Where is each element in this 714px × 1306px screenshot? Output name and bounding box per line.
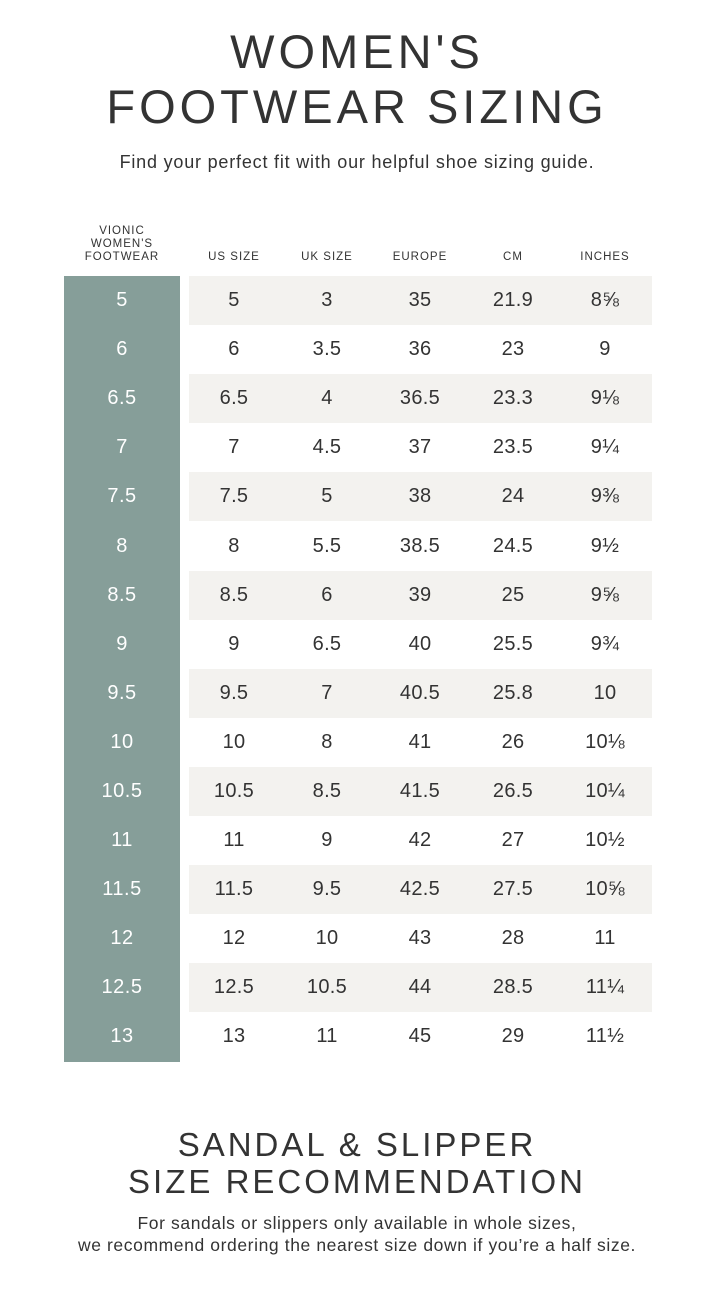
cm-cell: 21.9	[492, 289, 534, 312]
table-row	[189, 325, 652, 374]
us-size-cell: 6	[228, 338, 240, 361]
vionic-size-column	[64, 276, 180, 1062]
uk-size-cell: 10	[315, 927, 339, 950]
table-row	[189, 276, 652, 325]
vionic-size-cell: 11	[111, 829, 133, 852]
page-title-line-2: FOOTWEAR SIZING	[106, 80, 608, 133]
vionic-column-header	[62, 225, 182, 264]
page-title-line-1: WOMEN'S	[230, 25, 484, 78]
us-size-cell: 12.5	[213, 976, 255, 999]
inches-cell: 10½	[585, 829, 625, 852]
cm-cell: 26	[501, 730, 525, 753]
europe-cell: 41	[408, 730, 432, 753]
table-row	[189, 816, 652, 865]
uk-size-cell: 7	[321, 681, 333, 704]
us-size-cell: 11.5	[214, 878, 254, 901]
cm-cell: 23	[501, 338, 525, 361]
table-row	[189, 767, 652, 816]
table-row	[189, 669, 652, 718]
us-size-cell: 5	[228, 289, 240, 312]
uk-size-cell: 6	[321, 583, 333, 606]
europe-cell: 41.5	[399, 779, 441, 802]
europe-cell: 40	[408, 632, 432, 655]
europe-cell: 35	[408, 289, 432, 312]
table-row	[189, 1012, 652, 1061]
cm-cell: 27.5	[492, 878, 534, 901]
us-size-cell: 8.5	[219, 583, 249, 606]
europe-header: EUROPE	[392, 251, 448, 263]
uk-size-cell: 4	[321, 387, 333, 410]
table-row	[189, 423, 652, 472]
us-size-cell: 10	[222, 730, 246, 753]
inches-cell: 8⅝	[590, 289, 620, 312]
vionic-size-cell: 12.5	[101, 976, 143, 999]
table-row	[189, 374, 652, 423]
table-row	[189, 865, 652, 914]
uk-size-cell: 3.5	[312, 338, 342, 361]
cm-cell: 28	[501, 927, 525, 950]
uk-size-cell: 5.5	[312, 534, 342, 557]
vionic-size-cell: 12	[110, 927, 134, 950]
europe-cell: 38	[408, 485, 432, 508]
cm-cell: 26.5	[492, 779, 534, 802]
europe-cell: 38.5	[399, 534, 441, 557]
cm-cell: 24.5	[492, 534, 534, 557]
europe-cell: 43	[408, 927, 432, 950]
inches-cell: 9	[599, 338, 611, 361]
europe-cell: 45	[408, 1025, 432, 1048]
inches-cell: 10	[593, 681, 617, 704]
vionic-size-cell: 9.5	[107, 681, 137, 704]
table-row	[189, 718, 652, 767]
vionic-header-line: FOOTWEAR	[84, 251, 160, 263]
sandal-title-line-2: SIZE RECOMMENDATION	[128, 1163, 586, 1200]
table-row	[189, 571, 652, 620]
inches-cell: 10⅛	[585, 730, 625, 753]
table-row	[189, 521, 652, 570]
us-size-cell: 8	[228, 534, 240, 557]
inches-cell: 11½	[585, 1025, 625, 1048]
inches-cell: 9⅛	[590, 387, 620, 410]
cm-cell: 28.5	[492, 976, 534, 999]
us-size-header: US SIZE	[208, 251, 260, 263]
vionic-size-cell: 8	[116, 534, 128, 557]
vionic-size-cell: 11.5	[102, 878, 142, 901]
uk-size-cell: 9.5	[312, 878, 342, 901]
cm-cell: 25.8	[492, 681, 534, 704]
uk-size-cell: 8.5	[312, 779, 342, 802]
europe-cell: 36.5	[399, 387, 441, 410]
vionic-size-cell: 9	[116, 632, 128, 655]
us-size-cell: 12	[222, 927, 246, 950]
us-size-cell: 13	[222, 1025, 246, 1048]
inches-cell: 9⅝	[590, 583, 620, 606]
vionic-size-cell: 10.5	[101, 779, 143, 802]
cm-cell: 25.5	[492, 632, 534, 655]
sandal-note-line-1: For sandals or slippers only available in whole sizes,	[137, 1213, 577, 1233]
us-size-cell: 10.5	[213, 779, 255, 802]
europe-cell: 39	[408, 583, 432, 606]
size-table-body	[189, 276, 652, 1062]
uk-size-cell: 3	[321, 289, 333, 312]
inches-cell: 9¼	[590, 436, 620, 459]
uk-size-header: UK SIZE	[301, 251, 353, 263]
uk-size-cell: 6.5	[312, 632, 342, 655]
europe-cell: 37	[408, 436, 432, 459]
inches-cell: 9⅜	[590, 485, 620, 508]
uk-size-cell: 10.5	[306, 976, 348, 999]
europe-cell: 44	[408, 976, 432, 999]
sandal-title-line-1: SANDAL & SLIPPER	[177, 1126, 537, 1163]
table-row	[189, 914, 652, 963]
inches-cell: 9¾	[590, 632, 620, 655]
inches-cell: 11¼	[585, 976, 625, 999]
us-size-cell: 11	[223, 829, 245, 852]
cm-cell: 23.3	[492, 387, 534, 410]
uk-size-cell: 5	[321, 485, 333, 508]
sandal-note-line-2: we recommend ordering the nearest size down if you’re a half size.	[77, 1235, 637, 1255]
cm-cell: 25	[501, 583, 525, 606]
inches-cell: 10¼	[585, 779, 625, 802]
vionic-header-line: VIONIC	[99, 225, 145, 237]
us-size-cell: 7.5	[219, 485, 249, 508]
inches-cell: 11	[594, 927, 616, 950]
europe-cell: 36	[408, 338, 432, 361]
inches-cell: 10⅝	[585, 878, 625, 901]
vionic-size-cell: 6.5	[107, 387, 137, 410]
europe-cell: 42.5	[399, 878, 441, 901]
us-size-cell: 9.5	[219, 681, 249, 704]
us-size-cell: 9	[228, 632, 240, 655]
vionic-size-cell: 13	[110, 1025, 134, 1048]
vionic-size-cell: 7	[116, 436, 128, 459]
cm-cell: 23.5	[492, 436, 534, 459]
inches-header: INCHES	[580, 251, 630, 263]
table-row	[189, 620, 652, 669]
uk-size-cell: 11	[316, 1025, 338, 1048]
vionic-size-cell: 5	[116, 289, 128, 312]
cm-cell: 27	[501, 829, 525, 852]
vionic-size-cell: 6	[116, 338, 128, 361]
cm-cell: 24	[501, 485, 525, 508]
vionic-header-line: WOMEN'S	[90, 238, 154, 250]
vionic-size-cell: 8.5	[107, 583, 137, 606]
europe-cell: 40.5	[399, 681, 441, 704]
uk-size-cell: 8	[321, 730, 333, 753]
table-row	[189, 472, 652, 521]
inches-cell: 9½	[590, 534, 620, 557]
page-subtitle: Find your perfect fit with our helpful shoe sizing guide.	[119, 152, 595, 172]
us-size-cell: 6.5	[219, 387, 249, 410]
cm-header: CM	[503, 251, 523, 263]
table-row	[189, 963, 652, 1012]
vionic-size-cell: 10	[110, 730, 134, 753]
uk-size-cell: 9	[321, 829, 333, 852]
cm-cell: 29	[501, 1025, 525, 1048]
uk-size-cell: 4.5	[312, 436, 342, 459]
us-size-cell: 7	[228, 436, 240, 459]
europe-cell: 42	[408, 829, 432, 852]
vionic-size-cell: 7.5	[107, 485, 137, 508]
